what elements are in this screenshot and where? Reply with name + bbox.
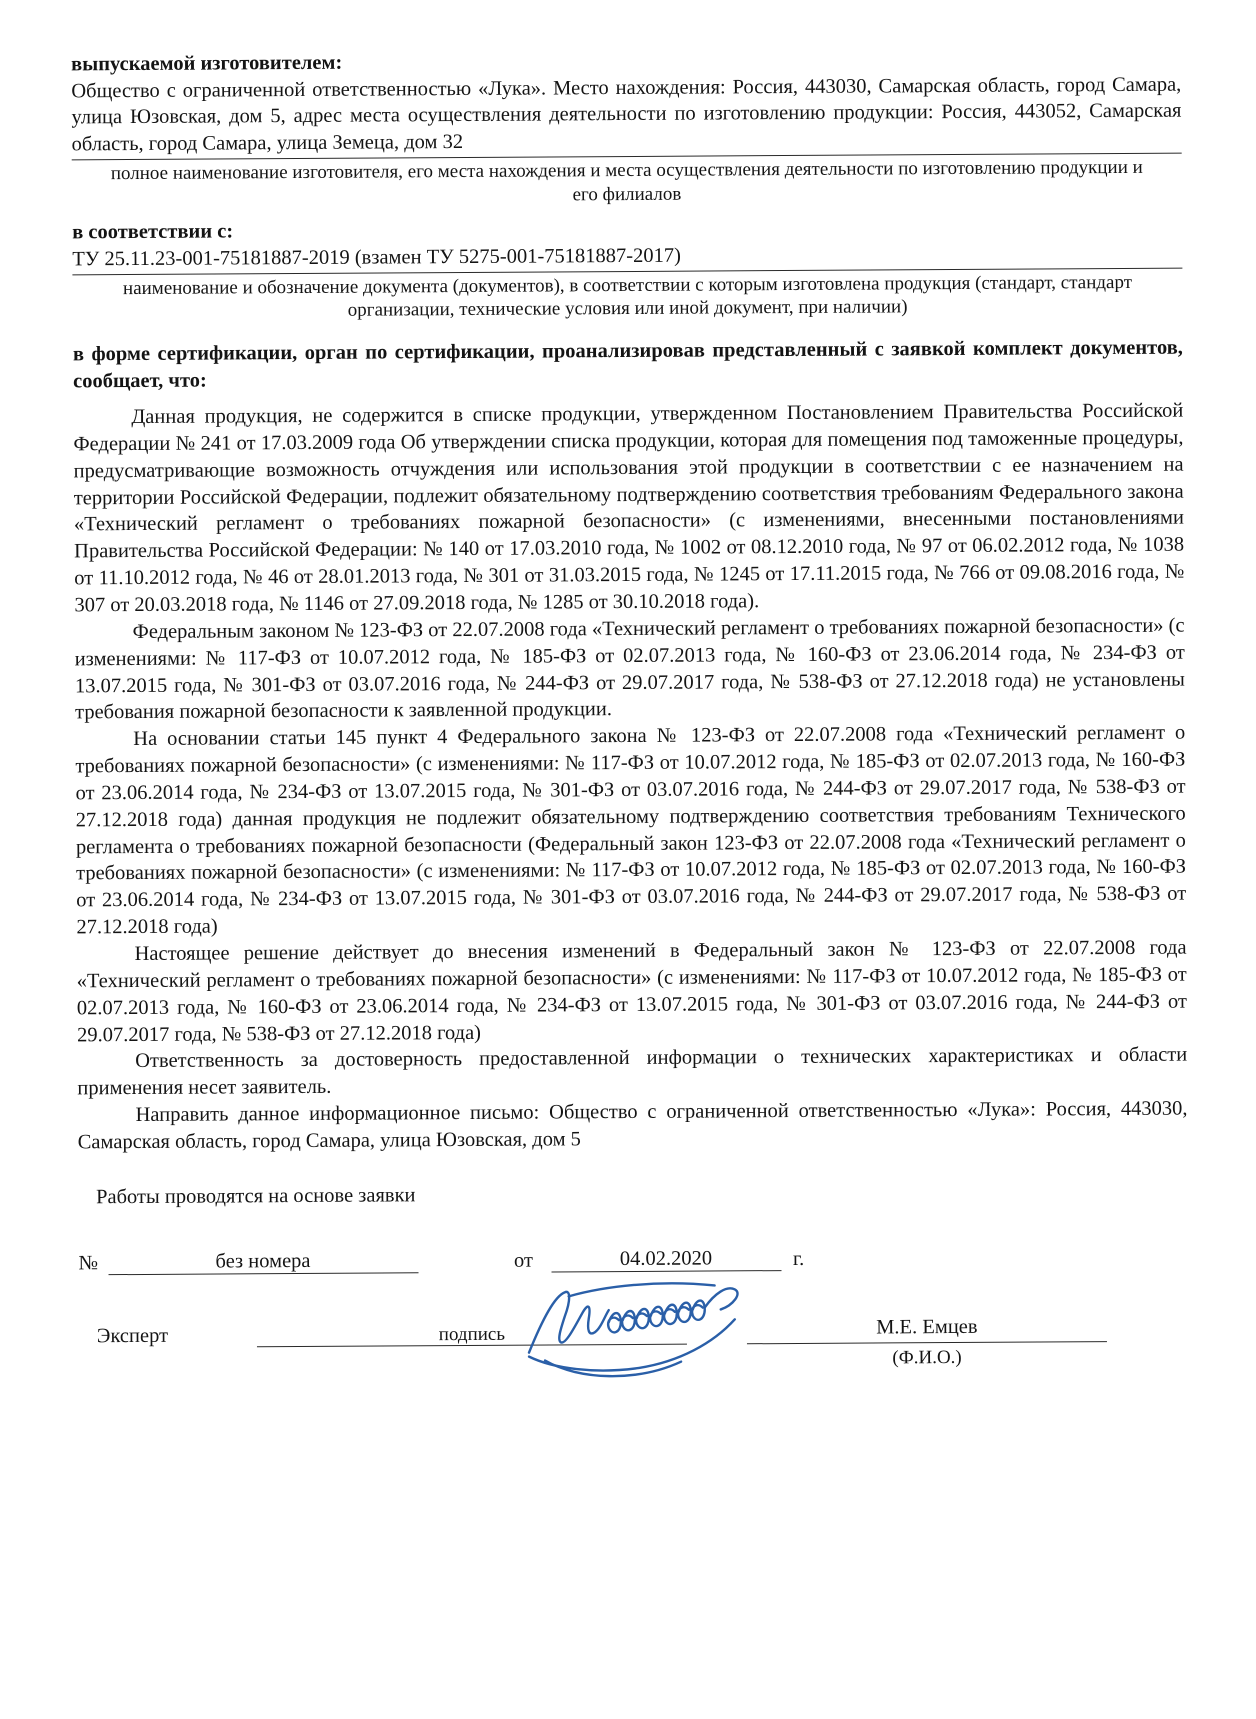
accordance-field: ТУ 25.11.23-001-75181887-2019 (взамен ТУ 5275-001-75181887-2017) (72, 239, 1182, 275)
signature-row (79, 1314, 1189, 1369)
works-basis-line: Работы проводятся на основе заявки (95, 1184, 416, 1208)
date-suffix: г. (792, 1247, 805, 1270)
accordance-field-caption: наименование и обозначение документа (документов), в соответствии с которым изготовлена продукция (стандарт, стандарт организации, технические условия или иной документ, при наличии) (122, 271, 1133, 322)
paragraph-3: На основании статьи 145 пункт 4 Федерального закона № 123-ФЗ от 22.07.2008 года «Технический регламент о требованиях пожарной безопасности» (с изменениями: № 117-ФЗ от 10.07.2012 года, № 185-ФЗ от 02.07.2013 года, № 160-ФЗ от 23.06.2014 года, № 234-ФЗ от 13.07.2015 года, № 301-ФЗ от 03.07.2016 года, № 244-ФЗ от 29.07.2017 года, № 538-ФЗ от 27.12.2018 года) данная продукция не подлежит обязательному подтверждению соответствия требованиям Технического регламента о требованиях пожарной безопасности (Федеральный закон 123-ФЗ от 22.07.2008 года «Технический регламент о требованиях пожарной безопасности» (с изменениями: № 117-ФЗ от 10.07.2012 года, № 185-ФЗ от 02.07.2013 года, № 160-ФЗ от 23.06.2014 года, № 234-ФЗ от 13.07.2015 года, № 301-ФЗ от 03.07.2016 года, № 244-ФЗ от 29.07.2017 года, № 538-ФЗ от 27.12.2018 года) (75, 721, 1187, 939)
paragraph-2: Федеральным законом № 123-ФЗ от 22.07.2008 года «Технический регламент о требованиях пожарной безопасности» (с изменениями: № 117-ФЗ от 10.07.2012 года, № 185-ФЗ от 02.07.2013 года, № 160-ФЗ от 23.06.2014 года, № 234-ФЗ от 13.07.2015 года, № 301-ФЗ от 03.07.2016 года, № 244-ФЗ от 29.07.2017 года, № 538-ФЗ от 27.12.2018 года) не установлены требования пожарной безопасности к заявленной продукции. (74, 614, 1185, 724)
manufacturer-field-caption: полное наименование изготовителя, его места нахождения и места осуществления деятельности по изготовлению продукции и его филиалов (110, 157, 1143, 206)
certification-form-heading: в форме сертификации, орган по сертификации, проанализировав представленный с заявкой комплект документов, сообщает, что: (72, 337, 1183, 393)
document-body (71, 45, 1189, 1369)
application-number-row (78, 1244, 1188, 1275)
expert-label: Эксперт (96, 1324, 169, 1347)
signature-field (257, 1317, 687, 1347)
application-date-value: 04.02.2020 (551, 1247, 781, 1272)
expert-name-caption: (Ф.И.О.) (892, 1346, 962, 1369)
expert-name-field (747, 1315, 1107, 1369)
accordance-heading: в соответствии с: (72, 220, 234, 244)
application-number-value: без номера (108, 1249, 418, 1275)
date-label: от (513, 1249, 534, 1272)
paragraph-4: Настоящее решение действует до внесения изменений в Федеральный закон № 123-ФЗ от 22.07.2008 года «Технический регламент о требованиях пожарной безопасности» (с изменениями: № 117-ФЗ от 10.07.2012 года, № 185-ФЗ от 02.07.2013 года, № 160-ФЗ от 23.06.2014 года, № 234-ФЗ от 13.07.2015 года, № 301-ФЗ от 03.07.2016 года, № 244-ФЗ от 29.07.2017 года, № 538-ФЗ от 27.12.2018 года) (76, 936, 1187, 1046)
paragraph-1: Данная продукция, не содержится в списке продукции, утвержденном Постановлением Правительства Российской Федерации № 241 от 17.03.2009 года Об утверждении списка продукции, которая для помещения под таможенные процедуры, предусматривающие возможность отчуждения или использования этой продукции в соответствии с ее назначением на территории Российской Федерации, подлежит обязательному подтверждению соответствия требованиям Федерального закона «Технический регламент о требованиях пожарной безопасности» (с изменениями, внесенными постановлениями Правительства Российской Федерации: № 140 от 17.03.2010 года, № 1002 от 08.12.2010 года, № 97 от 06.02.2012 года, № 1038 от 11.10.2012 года, № 46 от 28.01.2013 года, № 301 от 31.03.2015 года, № 1245 от 17.11.2015 года, № 766 от 09.08.2016 года, № 307 от 20.03.2018 года, № 1146 от 27.09.2018 года, № 1285 от 30.10.2018 года). (73, 399, 1185, 617)
expert-name-value: М.Е. Емцев (876, 1315, 978, 1339)
manufacturer-field: Общество с ограниченной ответственностью «Лука». Место нахождения: Россия, 443030, Самарская область, город Самара, улица Юзовская, дом 5, адрес места осуществления деятельности по изготовлению продукции: Россия, 443052, Самарская область, город Самара, улица Земеца, дом 32 (71, 71, 1181, 160)
paragraph-6: Направить данное информационное письмо: Общество с ограниченной ответственностью «Лука»: Россия, 443030, Самарская область, город Самара, улица Юзовская, дом 5 (77, 1097, 1188, 1154)
number-label: № (78, 1251, 99, 1275)
signature-caption: подпись (438, 1323, 506, 1345)
paragraph-5: Ответственность за достоверность предоставленной информации о технических характеристиках и области применения несет заявитель. (77, 1043, 1188, 1100)
manufacturer-heading: выпускаемой изготовителем: (71, 51, 343, 76)
